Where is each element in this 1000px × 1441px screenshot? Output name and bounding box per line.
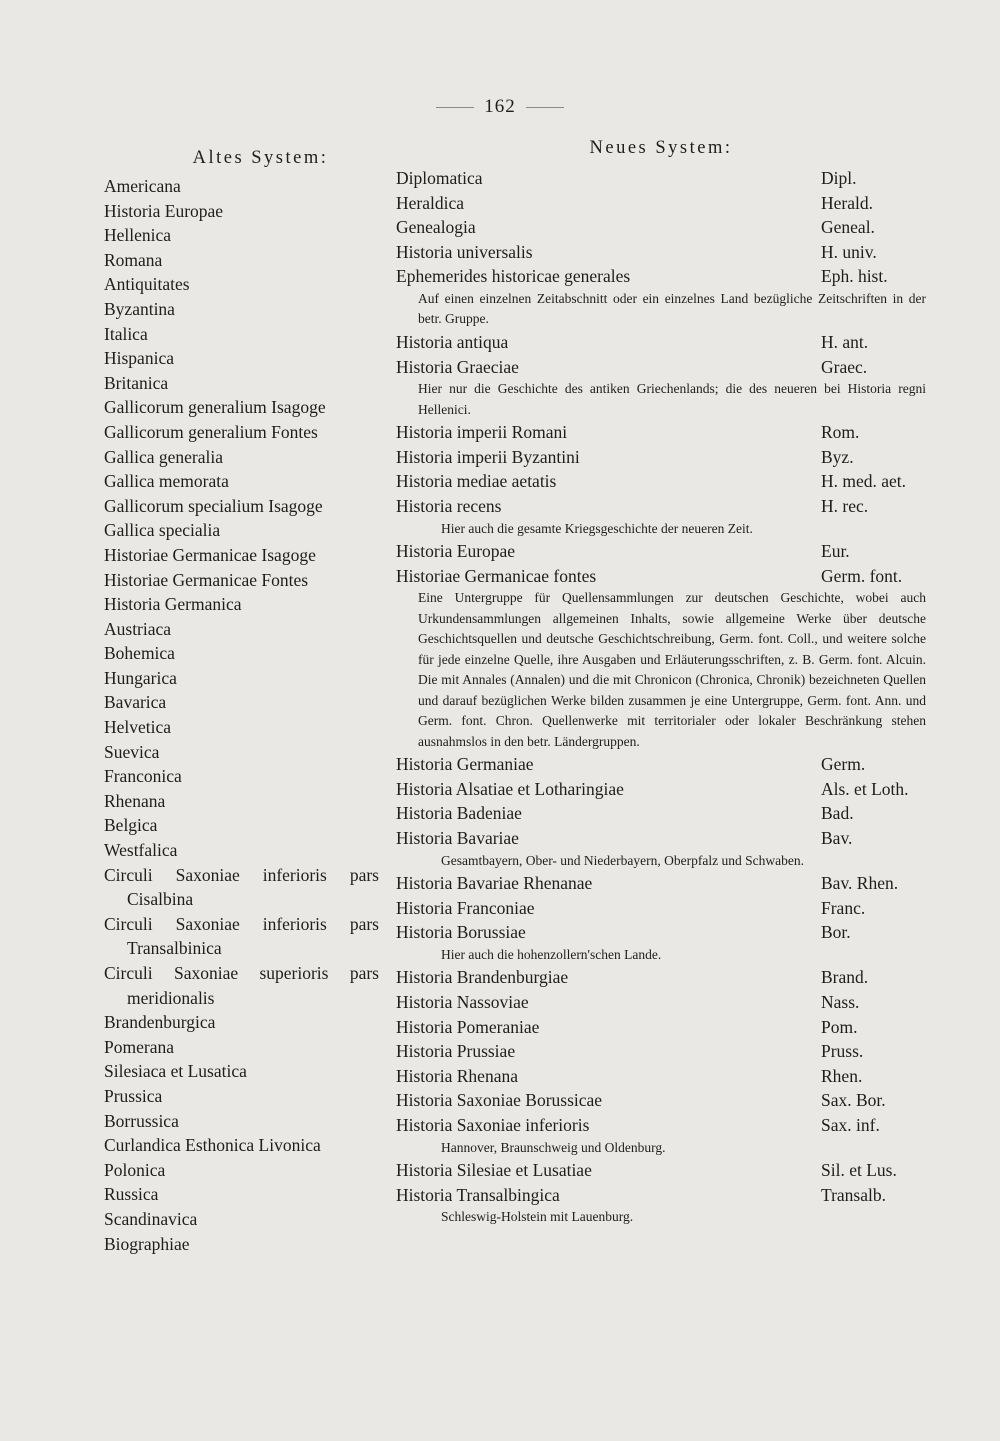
old-system-item-text: Silesiaca et Lusatica [104,1061,247,1082]
old-system-item-text: Prussica [104,1085,163,1106]
entry-name: Historia Prussiae [396,1041,516,1062]
old-system-item-text: Circuli Saxoniae inferioris pars [104,864,379,885]
old-system-item [104,518,379,543]
old-system-item-continuation [104,887,379,912]
new-system-entry [396,896,926,921]
new-system-entry [396,777,926,802]
category-note: Gesamtbayern, Ober- und Niederbayern, Oberpfalz und Schwaben. [441,852,804,868]
old-system-item-text: Historiae Germanicae Isagoge [104,544,316,565]
entry-name: Historia Brandenburgiae [396,967,569,988]
entry-name: Heraldica [396,192,465,213]
new-system-entry [396,420,926,445]
old-system-item-text: Brandenburgica [104,1012,216,1033]
old-system-item-text: Biographiae [104,1233,190,1254]
new-system-entry [396,1039,926,1064]
new-system-entry [396,920,926,945]
entry-name: Historia Rhenana [396,1065,518,1086]
new-system-entry [396,965,926,990]
old-system-item [104,494,379,519]
new-system-entry [396,355,926,380]
old-system-item [104,617,379,642]
old-system-item [104,813,379,838]
entry-name: Ephemerides historicae generales [396,266,631,287]
old-system-item [104,297,379,322]
old-system-item [104,1084,379,1109]
old-system-item-text: Bavarica [104,692,167,713]
new-system-entry [396,1113,926,1138]
entry-name: Genealogia [396,217,476,238]
entry-abbreviation: Bav. [821,828,853,848]
new-system-entry [396,191,926,216]
old-system-item-text: Gallica memorata [104,471,229,492]
old-system-item-text: Cisalbina [127,889,194,910]
old-system-item-text: Historia Europae [104,200,224,221]
old-system-item [104,592,379,617]
entry-abbreviation: H. rec. [821,495,869,516]
old-system-item-text: Gallicorum generalium Isagoge [104,397,326,418]
entry-abbreviation: H. med. aet. [821,471,907,492]
old-system-item-text: Curlandica Esthonica Livonica [104,1135,321,1156]
old-system-item-text: Gallicorum specialium Isagoge [104,495,323,516]
old-system-item-text: Britanica [104,372,169,393]
entry-name: Diplomatica [396,168,483,188]
old-system-item-text: Russica [104,1184,159,1205]
old-system-item [104,961,379,986]
old-system-item [104,543,379,568]
entry-abbreviation: Germ. font. [821,565,903,586]
old-system-item [104,1133,379,1158]
old-system-item-text: Antiquitates [104,274,190,295]
old-system-item-text: Polonica [104,1159,166,1180]
category-note: Hier auch die gesamte Kriegsgeschichte der neueren Zeit. [441,520,753,536]
entry-abbreviation: Pruss. [821,1041,864,1062]
entry-abbreviation: Germ. [821,754,866,775]
new-system-entry [396,990,926,1015]
old-system-item-text: Franconica [104,766,182,787]
old-system-item [104,445,379,470]
entry-name: Historia Silesiae et Lusatiae [396,1160,592,1181]
old-system-column [104,148,379,1256]
old-system-item [104,863,379,888]
old-system-item [104,371,379,396]
dash-left [436,107,474,108]
old-system-item [104,1182,379,1207]
entry-abbreviation: Sax. Bor. [821,1090,886,1111]
category-note: Auf einen einzelnen Zeitabschnitt oder ein einzelnes Land bezügliche Zeitschriften in der betr. Gruppe. [418,290,926,327]
old-system-item-text: Scandinavica [104,1208,198,1229]
old-system-item [104,789,379,814]
entry-abbreviation: Nass. [821,991,860,1012]
entry-name: Historia Borussiae [396,922,526,943]
old-system-item [104,1158,379,1183]
old-system-item [104,690,379,715]
old-system-item [104,764,379,789]
entry-abbreviation: Rhen. [821,1065,863,1086]
entry-abbreviation: Dipl. [821,168,857,188]
old-system-item [104,272,379,297]
new-system-entry [396,752,926,777]
old-system-item-text: Transalbinica [127,938,222,959]
new-system-entry [396,1183,926,1208]
entry-abbreviation: H. univ. [821,241,877,262]
old-system-item-text: Historiae Germanicae Fontes [104,569,309,590]
entry-abbreviation: Eph. hist. [821,266,888,287]
entry-name: Historia Pomeraniae [396,1016,540,1037]
new-system-entry [396,871,926,896]
old-system-item [104,715,379,740]
page-number-line [0,96,1000,118]
entry-name: Historia universalis [396,241,533,262]
entry-abbreviation: Geneal. [821,217,875,238]
new-system-entry [396,539,926,564]
old-system-item-text: Romana [104,249,163,270]
entry-name: Historia Saxoniae Borussicae [396,1090,603,1111]
entry-abbreviation: Bor. [821,922,851,943]
entry-abbreviation: H. ant. [821,331,869,352]
old-system-item [104,322,379,347]
category-note: Schleswig-Holstein mit Lauenburg. [441,1209,634,1225]
new-system-entry [396,330,926,355]
entry-abbreviation: Sax. inf. [821,1114,880,1135]
entry-name: Historia mediae aetatis [396,471,557,492]
entry-abbreviation: Herald. [821,192,873,213]
new-system-entry [396,801,926,826]
old-system-item [104,838,379,863]
new-system-heading: Neues System: [589,138,733,158]
old-system-item-text: Borrussica [104,1110,179,1131]
entry-abbreviation: Rom. [821,422,860,443]
entry-name: Historia imperii Romani [396,422,568,443]
page-number: 162 [484,96,516,117]
old-system-item-text: Gallica generalia [104,446,224,467]
old-system-item-text: Hispanica [104,348,174,369]
old-system-item-text: Austriaca [104,618,172,639]
old-system-item [104,641,379,666]
old-system-item-text: Westfalica [104,840,178,861]
old-system-heading: Altes System: [192,148,329,168]
entry-name: Historiae Germanicae fontes [396,565,597,586]
old-system-item [104,740,379,765]
old-system-item-text: Bohemica [104,643,175,664]
old-system-item [104,199,379,224]
old-system-item-text: Hungarica [104,667,177,688]
dash-right [526,107,564,108]
new-system-entry [396,826,926,851]
old-system-item-text: Rhenana [104,790,166,811]
new-system-entry [396,1158,926,1183]
entry-abbreviation: Transalb. [821,1184,886,1205]
old-system-item [104,1010,379,1035]
old-system-item-text: Gallica specialia [104,520,221,541]
old-system-item-text: Italica [104,323,148,344]
old-system-item [104,174,379,199]
old-system-item-text: Suevica [104,741,160,762]
entry-name: Historia Badeniae [396,803,522,824]
old-system-item [104,1207,379,1232]
new-system-entry [396,264,926,289]
entry-abbreviation: Pom. [821,1016,858,1037]
entry-name: Historia Bavariae [396,828,519,848]
entry-name: Historia Franconiae [396,897,535,918]
entry-abbreviation: Eur. [821,541,850,562]
entry-abbreviation: Als. et Loth. [821,778,909,799]
new-system-entry [396,494,926,519]
old-system-item-text: Pomerana [104,1036,174,1057]
entry-name: Historia Bavariae Rhenanae [396,873,593,894]
old-system-item-text: Americana [104,176,181,196]
category-note: Eine Untergruppe für Quellensammlungen zur deutschen Geschichte, wobei auch Urkundensammlungen allgemeinen Inhalts, sowie allgemeine Werke über deutsche Geschichtsquellen und deutsche Geschichtschreibung, Germ. font. Coll., und weitere solche für jede einzelne Quelle, ihre Ausgaben und Erläuterungsschriften, z. B. Germ. font. Alcuin. Die mit Annales (Annalen) und die mit Chronicon (Chronica, Chronik) bezeichneten Quellen und darauf bezüglichen Werke bilden zusammen je eine Untergruppe, Germ. font. Ann. und Germ. font. Chron. Quellenwerke mit territorialer oder lokaler Beschränkung stehen ausnahmslos in den betr. Ländergruppen. [418,590,926,749]
old-system-item [104,1232,379,1257]
old-system-item-text: Gallicorum generalium Fontes [104,421,318,442]
entry-name: Historia antiqua [396,331,509,352]
old-system-item [104,666,379,691]
old-system-item [104,346,379,371]
entry-abbreviation: Brand. [821,967,869,988]
new-system-entry [396,469,926,494]
old-system-item [104,912,379,937]
old-system-item-text: Byzantina [104,298,175,319]
old-system-item-text: Historia Germanica [104,594,242,615]
entry-name: Historia imperii Byzantini [396,446,580,467]
category-note: Hier auch die hohenzollern'schen Lande. [441,946,662,962]
old-system-item [104,223,379,248]
entry-name: Historia Transalbingica [396,1184,560,1205]
new-system-entry [396,1088,926,1113]
old-system-item-text: Helvetica [104,717,172,738]
old-system-item [104,469,379,494]
old-system-item-text: Circuli Saxoniae superioris pars [104,963,379,983]
old-system-item-continuation [104,936,379,961]
entry-abbreviation: Byz. [821,446,854,467]
new-system-entry [396,1064,926,1089]
new-system-entry [396,445,926,470]
old-system-item-text: Circuli Saxoniae inferioris pars [104,913,379,934]
new-system-entry [396,166,926,191]
entry-name: Historia Nassoviae [396,991,529,1012]
entry-name: Historia Saxoniae inferioris [396,1114,590,1135]
old-system-item-text: meridionalis [127,987,215,1008]
new-system-entry [396,564,926,589]
entry-abbreviation: Bad. [821,803,854,824]
entry-abbreviation: Sil. et Lus. [821,1160,897,1181]
entry-abbreviation: Franc. [821,897,866,918]
old-system-item [104,1109,379,1134]
old-system-item-text: Hellenica [104,225,172,246]
old-system-item [104,395,379,420]
entry-name: Historia recens [396,495,502,516]
entry-abbreviation: Bav. Rhen. [821,873,899,894]
old-system-item [104,568,379,593]
old-system-item-continuation [104,986,379,1011]
old-system-item [104,420,379,445]
entry-abbreviation: Graec. [821,356,868,377]
new-system-entry [396,240,926,265]
category-note: Hannover, Braunschweig und Oldenburg. [441,1139,666,1155]
new-system-entry [396,215,926,240]
new-system-entry [396,1015,926,1040]
category-note: Hier nur die Geschichte des antiken Griechenlands; die des neueren bei Historia regni Hellenici. [418,381,926,417]
entry-name: Historia Europae [396,541,516,562]
new-system-column [396,138,926,1228]
old-system-item [104,248,379,273]
entry-name: Historia Alsatiae et Lotharingiae [396,778,624,799]
entry-name: Historia Germaniae [396,754,534,775]
old-system-item [104,1035,379,1060]
entry-name: Historia Graeciae [396,356,519,377]
old-system-item [104,1059,379,1084]
old-system-item-text: Belgica [104,815,158,836]
